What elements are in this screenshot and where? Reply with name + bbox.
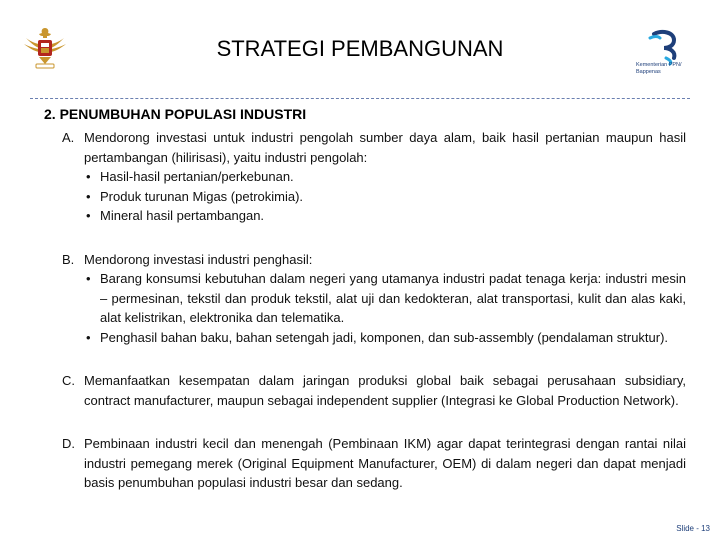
- list-item-c: [62, 371, 686, 410]
- slide-number: Slide - 13: [676, 524, 710, 533]
- item-text: Mendorong investasi industri penghasil:: [84, 251, 313, 267]
- bullet-icon: •: [86, 208, 91, 223]
- item-marker: D.: [62, 436, 75, 451]
- item-marker: A.: [62, 130, 75, 145]
- garuda-emblem-icon: [22, 24, 68, 72]
- logo-caption: [636, 62, 706, 75]
- item-text: Memanfaatkan kesempatan dalam jaringan produksi global baik sebagai perusahaan subsidiary, contract manufacturer, maupun sebagai independent supplier (Integrasi ke Global Production Network).: [84, 373, 686, 408]
- bullet-item: [86, 167, 686, 187]
- bullet-text: Produk turunan Migas (petrokimia).: [100, 188, 304, 204]
- bullet-icon: •: [86, 329, 91, 345]
- content-body: [62, 128, 686, 493]
- item-marker: B.: [62, 251, 75, 267]
- list-item-a: [62, 128, 686, 226]
- list-item-d: [62, 434, 686, 493]
- logo-caption-line1: Kementerian PPN/: [636, 62, 682, 68]
- bullet-text: Penghasil bahan baku, bahan setengah jadi, komponen, dan sub-assembly (pendalaman struktur).: [100, 329, 669, 345]
- bullet-item: [86, 328, 686, 348]
- list-item-b: [62, 250, 686, 348]
- bullet-text: Mineral hasil pertambangan.: [100, 208, 265, 223]
- bullet-list: [84, 167, 686, 226]
- section-heading: 2. PENUMBUHAN POPULASI INDUSTRI: [44, 106, 307, 122]
- header-divider: [30, 98, 690, 99]
- item-text: Mendorong investasi untuk industri pengolah sumber daya alam, baik hasil pertanian maupun hasil pertambangan (hilirisasi), yaitu industri pengolah:: [84, 130, 686, 165]
- item-text: Pembinaan industri kecil dan menengah (Pembinaan IKM) agar dapat terintegrasi dengan rantai nilai industri pemegang merek (Original Equipment Manufacturer, OEM) di dalam negeri dan dapat menjadi basis penumbuhan populasi industri besar dan sedang.: [84, 436, 686, 490]
- item-marker: C.: [62, 373, 75, 388]
- bullet-icon: •: [86, 169, 91, 184]
- bullet-icon: •: [86, 188, 91, 204]
- bullet-icon: •: [86, 271, 91, 286]
- bullet-list: [84, 269, 686, 347]
- logo-caption-line2: Bappenas: [636, 68, 661, 75]
- bullet-text: Barang konsumsi kebutuhan dalam negeri yang utamanya industri padat tenaga kerja: industri mesin – permesinan, tekstil dan produk tekstil, alat uji dan kedokteran, alat transportasi, kulit dan alas kaki, alat kelistrikan, elektronika dan telematika.: [100, 271, 686, 325]
- bullet-text: Hasil-hasil pertanian/perkebunan.: [100, 169, 294, 184]
- bullet-item: [86, 206, 686, 226]
- bullet-item: [86, 187, 686, 207]
- page-title: STRATEGI PEMBANGUNAN: [216, 36, 504, 61]
- bullet-item: [86, 269, 686, 328]
